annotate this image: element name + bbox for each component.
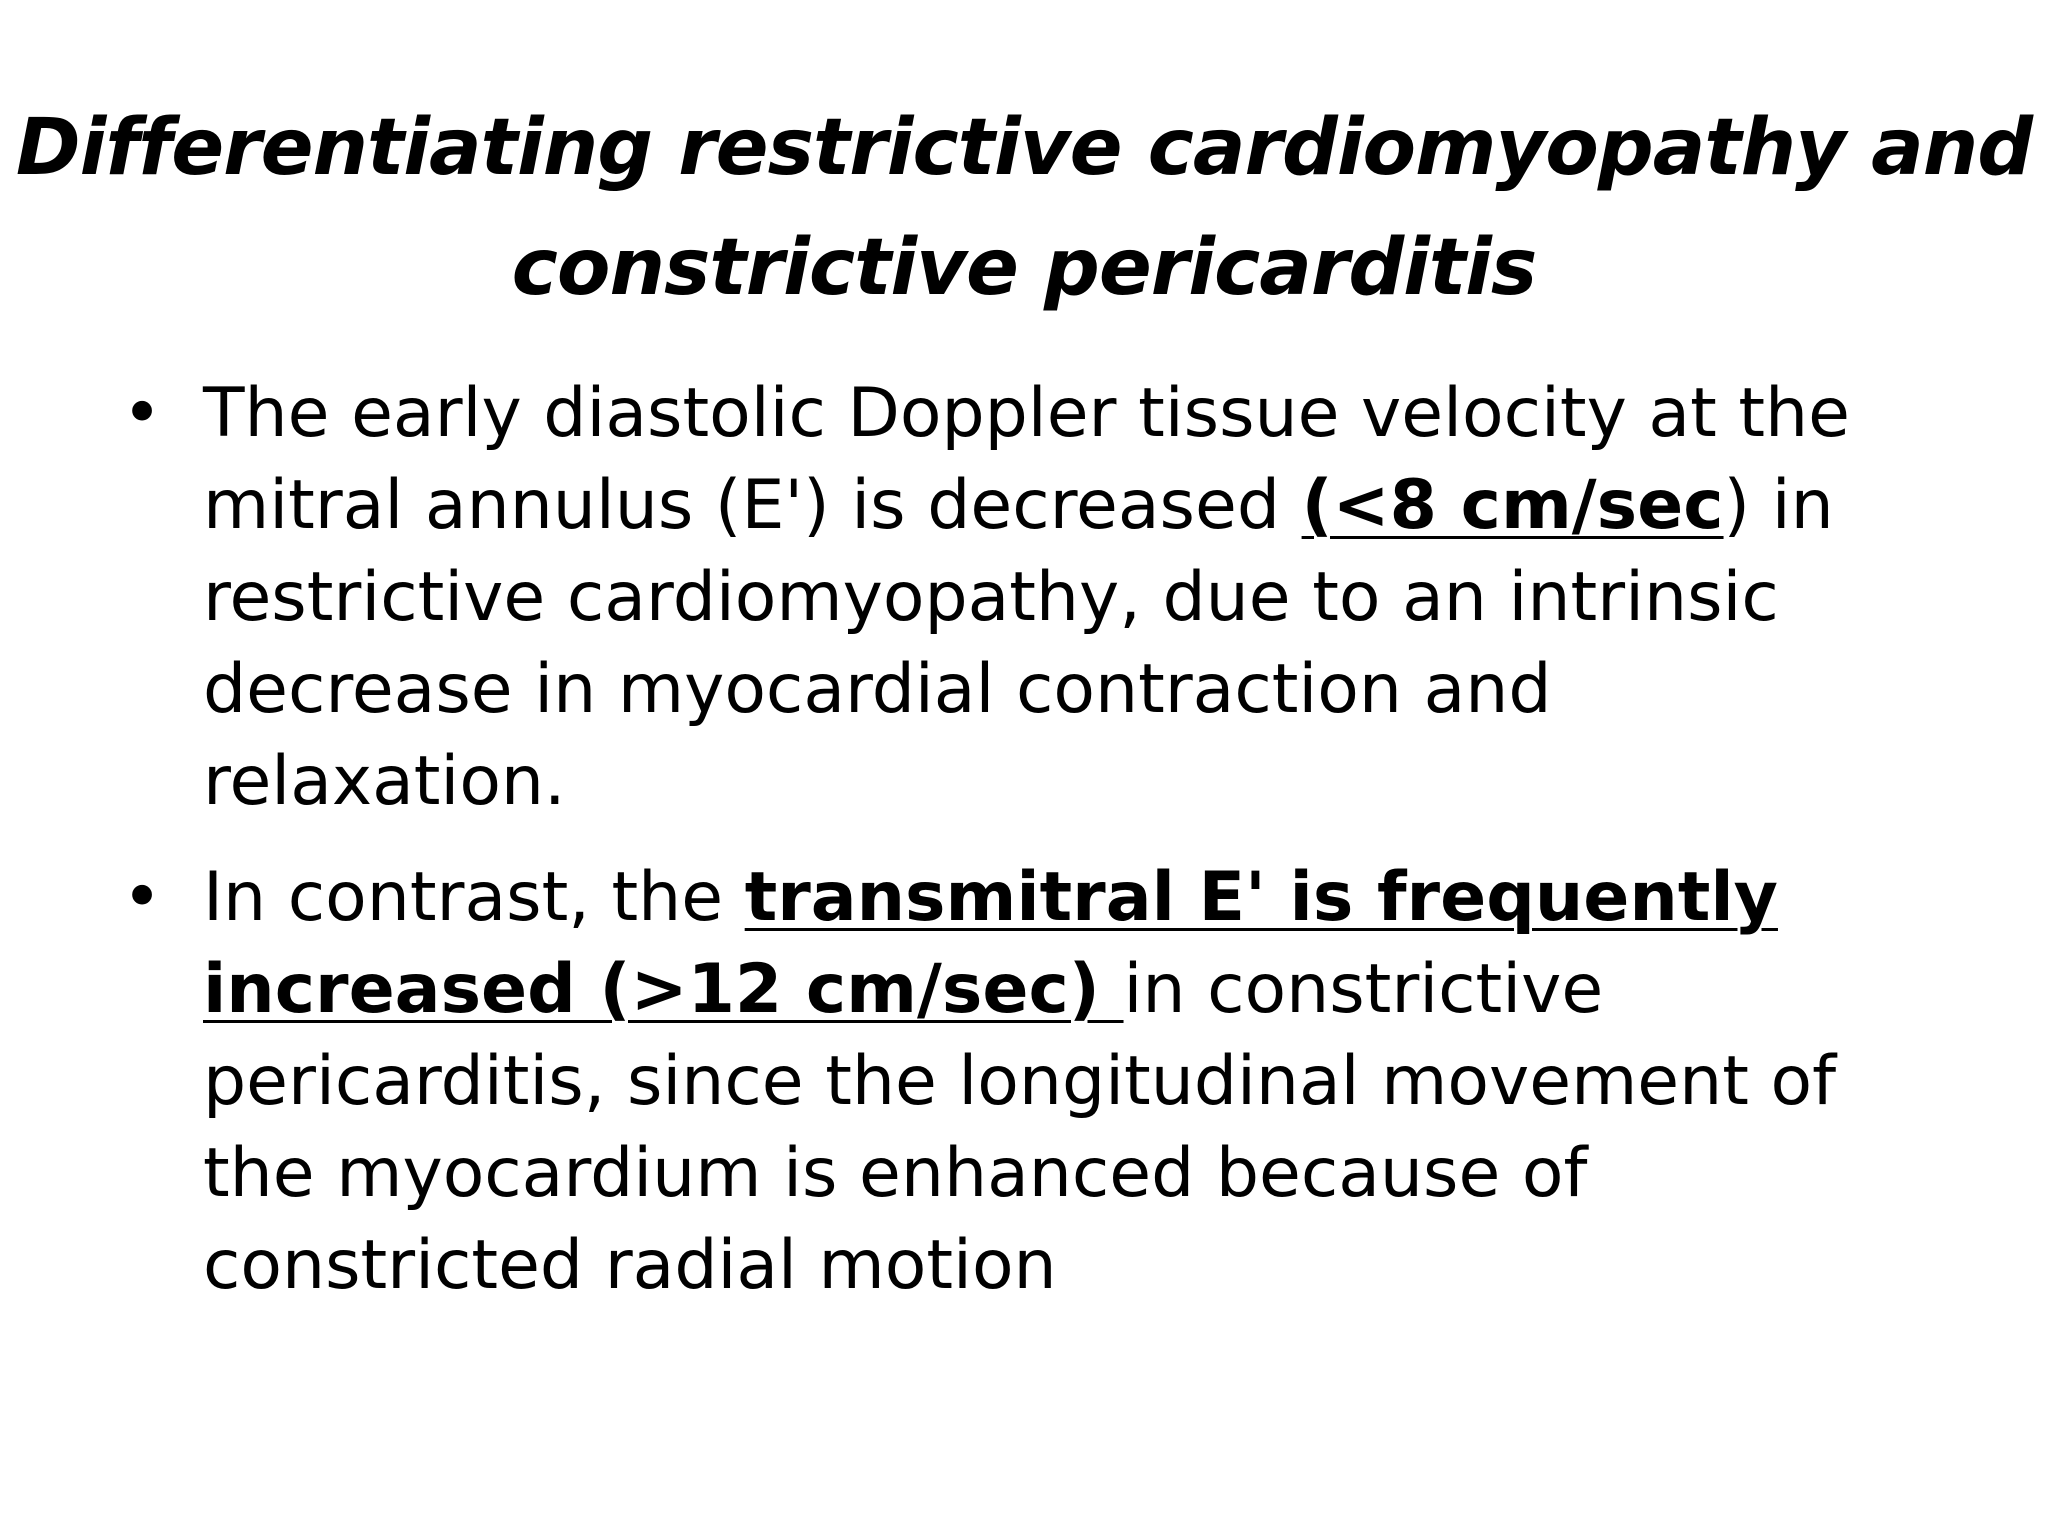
text-run: in constrictive (1123, 950, 1604, 1029)
text-run: In contrast, the (203, 858, 745, 937)
bullet-1-line-3 (203, 552, 1903, 644)
bullet-2-line-1 (203, 852, 1903, 944)
bullet-1-line-5 (203, 736, 1903, 828)
text-run: constricted radial motion (203, 1226, 1057, 1305)
bullet-1-line-1 (203, 368, 1903, 460)
emphasized-value: (<8 cm/sec (1301, 466, 1724, 545)
emphasized-value: increased (>12 cm/sec) (203, 950, 1124, 1029)
bullet-1-line-4 (203, 644, 1903, 736)
bullet-2-line-3 (203, 1036, 1903, 1128)
text-run: decrease in myocardial contraction and (203, 650, 1552, 729)
bullet-2-line-5 (203, 1220, 1903, 1312)
text-run: the myocardium is enhanced because of (203, 1134, 1588, 1213)
text-run: pericarditis, since the longitudinal movement of (203, 1042, 1837, 1121)
bullet-1-line-2 (203, 460, 1903, 552)
text-run: ) in (1723, 466, 1834, 545)
text-run: mitral annulus (E') is decreased (203, 466, 1302, 545)
text-run: relaxation. (203, 742, 566, 821)
bullet-item-2 (0, 852, 1903, 1312)
text-run: The early diastolic Doppler tissue velocity at the (203, 374, 1850, 453)
bullet-item-1 (0, 368, 1903, 828)
bullet-dot-icon: • (122, 858, 163, 937)
text-run: restrictive cardiomyopathy, due to an intrinsic (203, 558, 1779, 637)
slide-title (0, 88, 2048, 328)
bullet-list (0, 368, 2048, 1336)
bullet-dot-icon: • (122, 374, 163, 453)
bullet-2-line-2 (203, 944, 1903, 1036)
title-line-2: constrictive pericarditis (511, 223, 1537, 313)
title-line-1: Differentiating restrictive cardiomyopathy and (15, 103, 2033, 193)
bullet-2-line-4 (203, 1128, 1903, 1220)
emphasized-value: transmitral E' is frequently (744, 858, 1778, 937)
